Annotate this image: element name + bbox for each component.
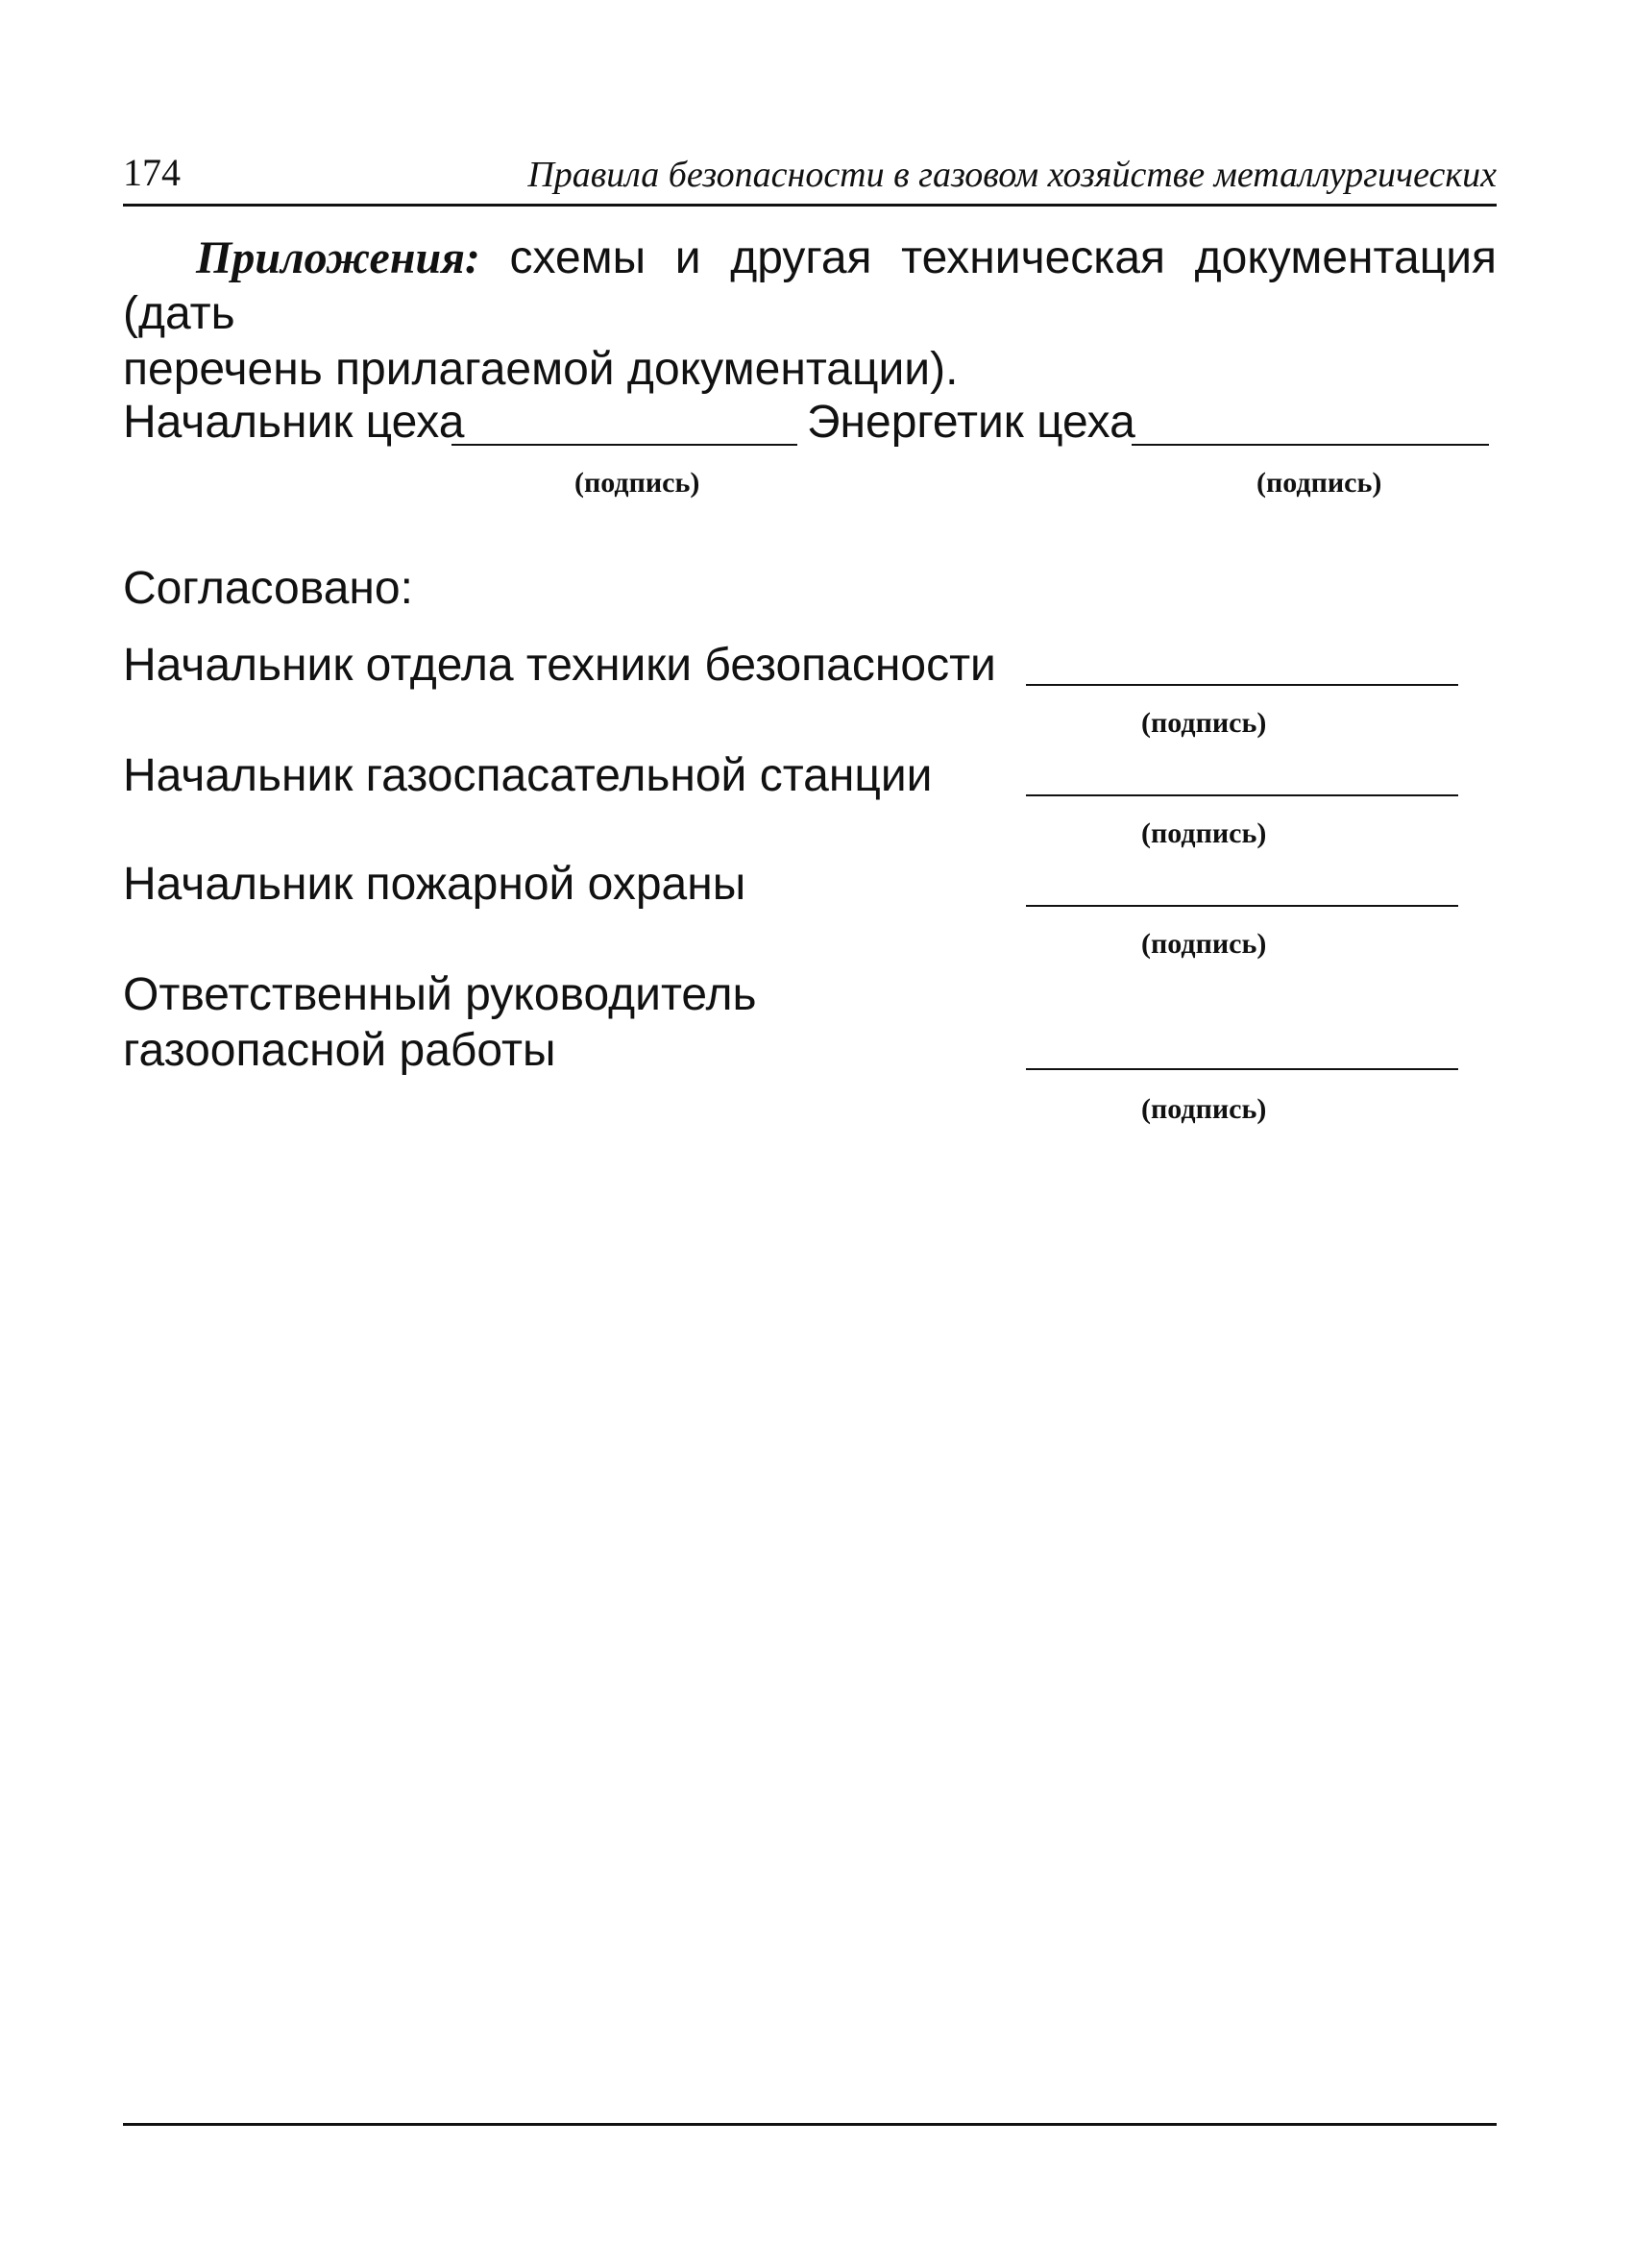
fire-protection-head-label: Начальник пожарной охраны [123,859,746,910]
shop-head-label: Начальник цеха [123,397,465,448]
responsible-manager-signature-caption: (подпись) [1141,1093,1267,1125]
appendix-line-2: перечень прилагаемой документации). [123,344,959,395]
shop-head-signature-line [451,444,797,446]
gas-rescue-head-signature-line [1026,794,1458,796]
safety-dept-head-label: Начальник отдела техники безопасности [123,640,996,691]
gas-rescue-head-label: Начальник газоспасательной станции [123,750,933,801]
appendix-label: Приложения: [196,232,480,283]
gas-rescue-head-signature-caption: (подпись) [1141,817,1267,849]
agreed-heading: Согласовано: [123,563,413,614]
shop-head-signature-caption: (подпись) [574,467,700,499]
fire-protection-head-signature-line [1026,905,1458,907]
responsible-manager-signature-line [1026,1068,1458,1070]
appendix-text: схемы и другая техническая документация (дать [123,232,1497,339]
appendix-paragraph [123,231,1497,398]
running-title: Правила безопасности в газовом хозяйстве металлургических [527,155,1497,195]
fire-protection-head-signature-caption: (подпись) [1141,928,1267,960]
footer-rule [123,2123,1497,2126]
appendix-line-1 [123,231,1497,342]
running-header [123,144,1497,207]
safety-dept-head-signature-caption: (подпись) [1141,707,1267,739]
safety-dept-head-signature-line [1026,684,1458,686]
page-number: 174 [123,151,181,194]
shop-energy-signature-caption: (подпись) [1256,467,1382,499]
shop-energy-signature-line [1132,444,1489,446]
shop-energy-label: Энергетик цеха [807,397,1135,448]
responsible-manager-label-line-1: Ответственный руководитель [123,969,757,1020]
responsible-manager-label-line-2: газоопасной работы [123,1025,556,1076]
